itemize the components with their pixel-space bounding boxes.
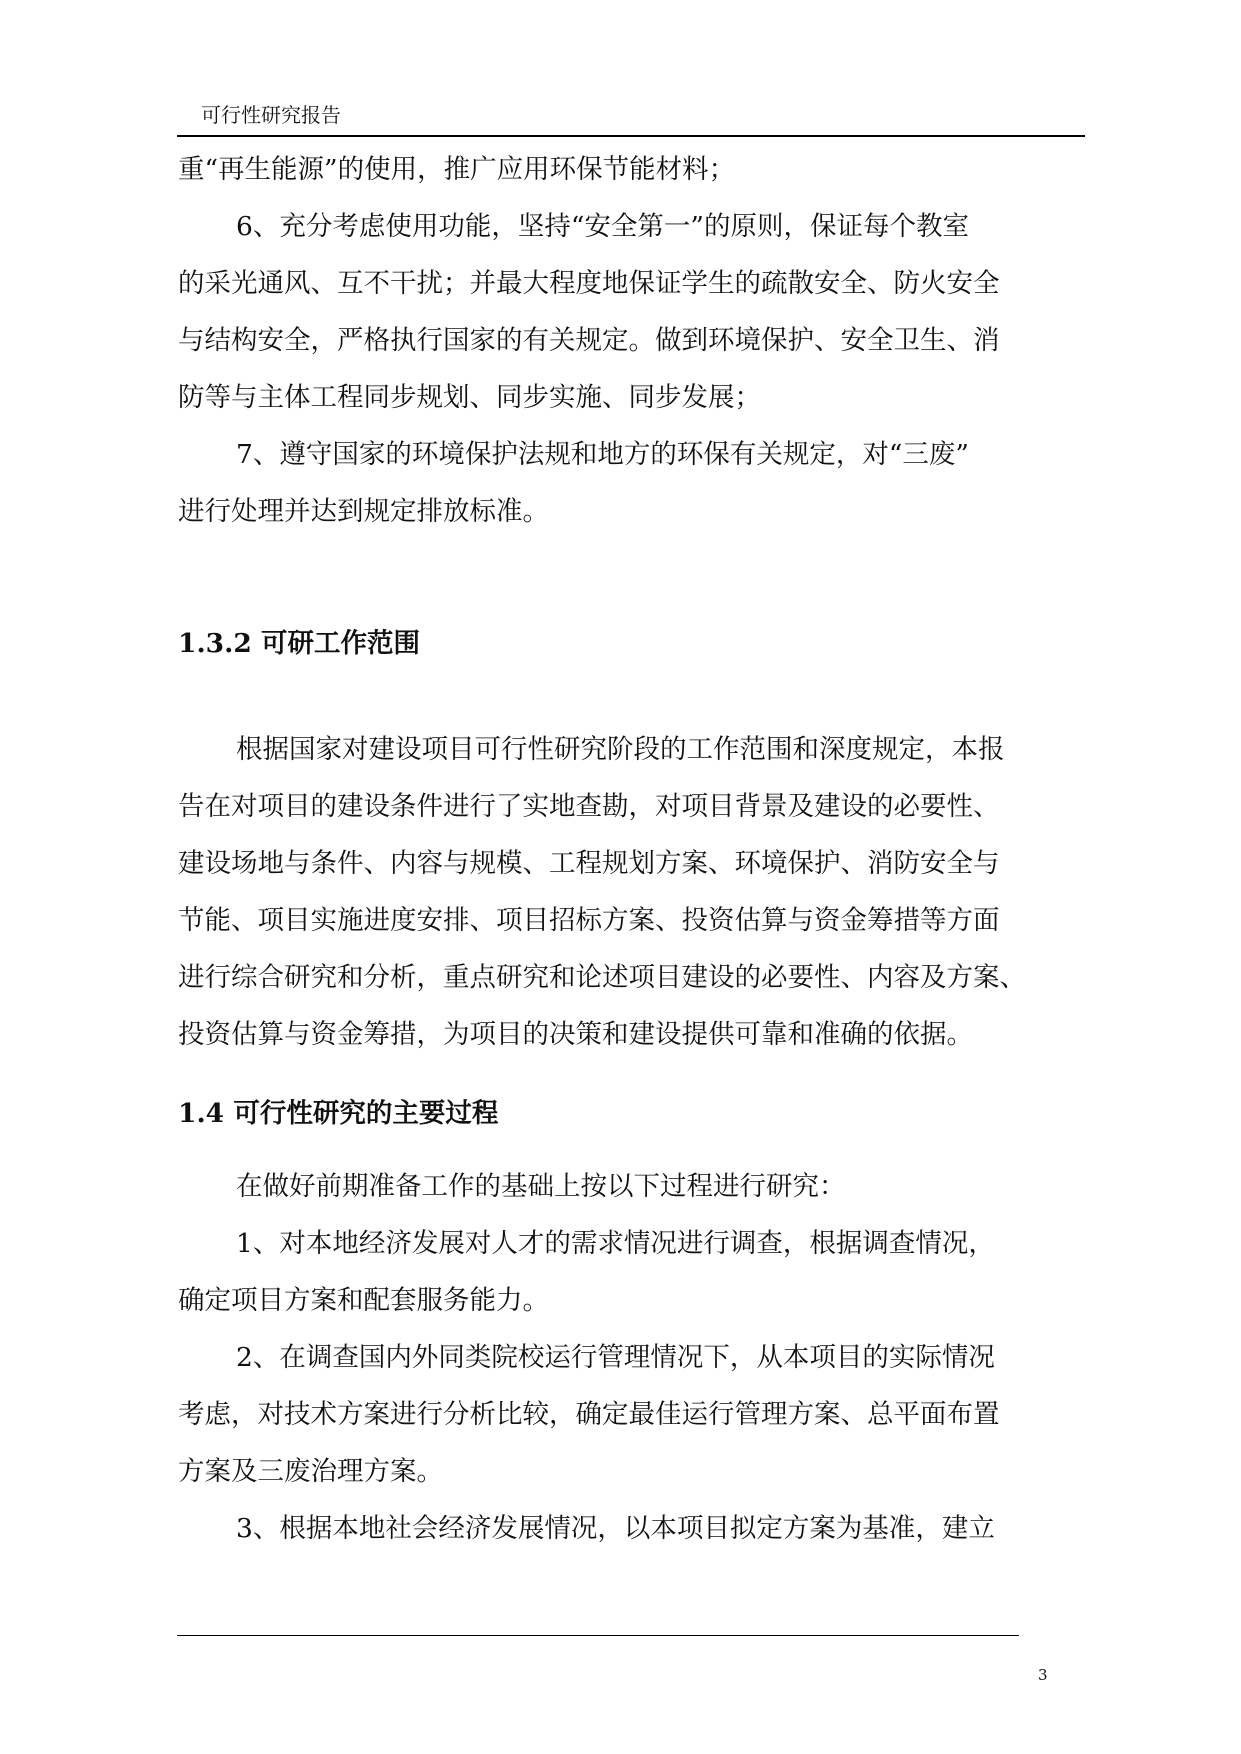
text-line: 与结构安全，严格执行国家的有关规定。做到环境保护、安全卫生、消 xyxy=(178,325,1000,356)
page-number: 3 xyxy=(1038,1666,1048,1684)
body-block-principles xyxy=(178,141,1083,540)
text-line: 根据国家对建设项目可行性研究阶段的工作范围和深度规定，本报 xyxy=(236,734,1005,765)
body-block-process xyxy=(178,1158,1083,1557)
text-line: 的采光通风、互不干扰；并最大程度地保证学生的疏散安全、防火安全 xyxy=(178,268,1000,299)
text-line: 方案及三废治理方案。 xyxy=(178,1456,443,1487)
text-line: 告在对项目的建设条件进行了实地查勘，对项目背景及建设的必要性、 xyxy=(178,791,1000,822)
text-line: 投资估算与资金筹措，为项目的决策和建设提供可靠和准确的依据。 xyxy=(178,1019,973,1050)
text-line: 考虑，对技术方案进行分析比较，确定最佳运行管理方案、总平面布置 xyxy=(178,1399,1000,1430)
body-block-scope xyxy=(178,721,1083,1063)
text-line: 7、遵守国家的环境保护法规和地方的环保有关规定，对“三废” xyxy=(236,439,969,470)
text-line: 3、根据本地社会经济发展情况，以本项目拟定方案为基准，建立 xyxy=(236,1513,995,1544)
text-line: 防等与主体工程同步规划、同步实施、同步发展； xyxy=(178,382,761,413)
text-line: 建设场地与条件、内容与规模、工程规划方案、环境保护、消防安全与 xyxy=(178,848,1000,879)
text-line: 2、在调查国内外同类院校运行管理情况下，从本项目的实际情况 xyxy=(236,1342,995,1373)
text-line: 1、对本地经济发展对人才的需求情况进行调查，根据调查情况， xyxy=(236,1228,995,1259)
text-line: 确定项目方案和配套服务能力。 xyxy=(178,1285,549,1316)
section-heading-1-3-2: 1.3.2 可研工作范围 xyxy=(178,628,420,659)
text-line: 节能、项目实施进度安排、项目招标方案、投资估算与资金筹措等方面 xyxy=(178,905,1000,936)
text-line: 6、充分考虑使用功能，坚持“安全第一”的原则，保证每个教室 xyxy=(236,211,969,242)
header-title: 可行性研究报告 xyxy=(201,103,341,127)
text-line: 进行综合研究和分析，重点研究和论述项目建设的必要性、内容及方案、 xyxy=(178,962,1026,993)
text-line: 重“再生能源”的使用，推广应用环保节能材料； xyxy=(178,154,736,185)
text-line: 进行处理并达到规定排放标准。 xyxy=(178,496,549,527)
section-heading-1-4: 1.4 可行性研究的主要过程 xyxy=(178,1098,499,1129)
page-header xyxy=(177,100,1085,137)
text-line: 在做好前期准备工作的基础上按以下过程进行研究： xyxy=(236,1171,846,1202)
footer-rule xyxy=(177,1635,1019,1636)
